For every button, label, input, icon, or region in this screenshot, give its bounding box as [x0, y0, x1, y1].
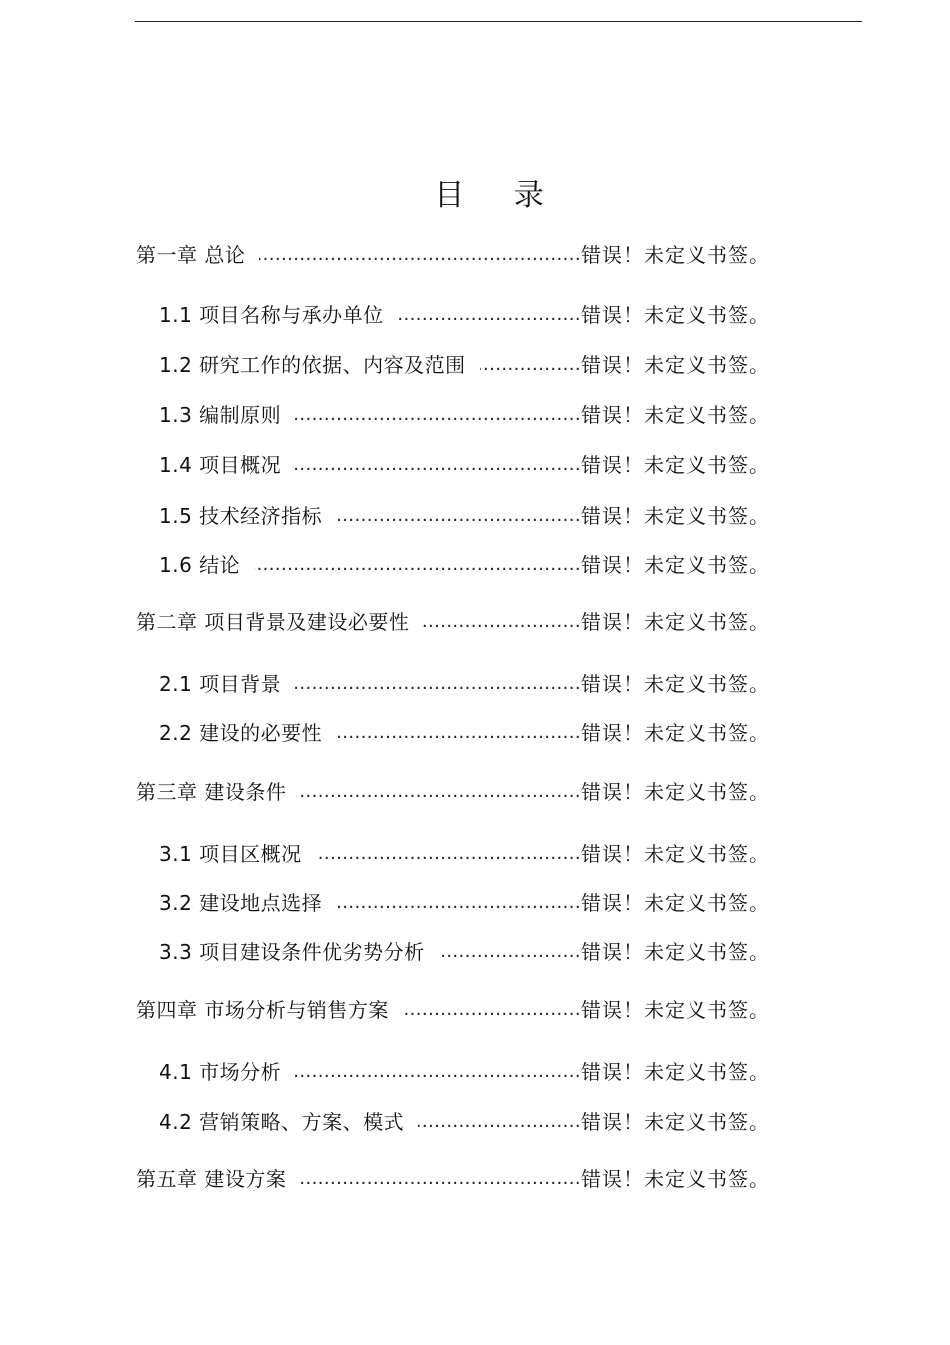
- toc-entry-label: 第三章 建设条件: [136, 780, 287, 804]
- toc-section-entry[interactable]: [159, 300, 770, 330]
- toc-chapter-entry[interactable]: [136, 777, 770, 807]
- toc-entry-page-ref: 错误！未定义书签。: [581, 303, 770, 327]
- toc-entry-label: 1.2 研究工作的依据、内容及范围: [159, 353, 466, 377]
- toc-dot-leader: [295, 450, 581, 480]
- toc-dot-leader: [418, 1107, 581, 1137]
- toc-entry-label: 3.3 项目建设条件优劣势分析: [159, 940, 425, 964]
- toc-entry-label: 4.1 市场分析: [159, 1060, 282, 1084]
- toc-section-entry[interactable]: [159, 1107, 770, 1137]
- toc-dot-leader: [423, 607, 581, 637]
- toc-entry-page-ref: 错误！未定义书签。: [581, 842, 770, 866]
- toc-entry-page-ref: 错误！未定义书签。: [581, 721, 770, 745]
- toc-entry-page-ref: 错误！未定义书签。: [581, 1060, 770, 1084]
- toc-entry-label: 1.4 项目概况: [159, 453, 282, 477]
- toc-entry-label: 4.2 营销策略、方案、模式: [159, 1110, 405, 1134]
- toc-entry-page-ref: 错误！未定义书签。: [581, 1167, 770, 1191]
- toc-section-entry[interactable]: [159, 350, 770, 380]
- toc-entry-page-ref: 错误！未定义书签。: [581, 353, 770, 377]
- toc-entry-label: 3.2 建设地点选择: [159, 891, 323, 915]
- toc-entry-page-ref: 错误！未定义书签。: [581, 998, 770, 1022]
- toc-entry-label: 1.3 编制原则: [159, 403, 282, 427]
- toc-dot-leader: [295, 669, 581, 699]
- toc-dot-leader: [295, 400, 581, 430]
- toc-dot-leader: [403, 995, 581, 1025]
- toc-dot-leader: [336, 888, 581, 918]
- toc-entry-page-ref: 错误！未定义书签。: [581, 891, 770, 915]
- toc-entry-page-ref: 错误！未定义书签。: [581, 1110, 770, 1134]
- toc-dot-leader: [336, 501, 581, 531]
- toc-entry-label: 2.1 项目背景: [159, 672, 282, 696]
- toc-entry-label: 2.2 建设的必要性: [159, 721, 323, 745]
- toc-entry-page-ref: 错误！未定义书签。: [581, 610, 770, 634]
- toc-chapter-entry[interactable]: [136, 1164, 770, 1194]
- toc-section-entry[interactable]: [159, 450, 770, 480]
- toc-entry-label: 1.1 项目名称与承办单位: [159, 303, 384, 327]
- toc-section-entry[interactable]: [159, 839, 770, 869]
- toc-dot-leader: [300, 1164, 581, 1194]
- toc-section-entry[interactable]: [159, 937, 770, 967]
- toc-entry-label: 3.1 项目区概况: [159, 842, 302, 866]
- toc-entry-page-ref: 错误！未定义书签。: [581, 672, 770, 696]
- toc-chapter-entry[interactable]: [136, 607, 770, 637]
- toc-section-entry[interactable]: [159, 1057, 770, 1087]
- toc-entry-label: 1.5 技术经济指标: [159, 504, 323, 528]
- toc-dot-leader: [259, 240, 581, 270]
- toc-dot-leader: [480, 350, 581, 380]
- toc-entry-label: 第一章 总论: [136, 243, 246, 267]
- toc-section-entry[interactable]: [159, 400, 770, 430]
- toc-dot-leader: [300, 777, 581, 807]
- toc-dot-leader: [295, 1057, 581, 1087]
- toc-entry-page-ref: 错误！未定义书签。: [581, 453, 770, 477]
- toc-entry-label: 1.6 结论: [159, 553, 241, 577]
- toc-section-entry[interactable]: [159, 669, 770, 699]
- toc-entry-label: 第五章 建设方案: [136, 1167, 287, 1191]
- toc-entry-page-ref: 错误！未定义书签。: [581, 403, 770, 427]
- toc-entry-page-ref: 错误！未定义书签。: [581, 243, 770, 267]
- toc-title: 目 录: [434, 178, 564, 213]
- toc-dot-leader: [316, 839, 581, 869]
- toc-dot-leader: [254, 550, 581, 580]
- toc-chapter-entry[interactable]: [136, 240, 770, 270]
- toc-section-entry[interactable]: [159, 501, 770, 531]
- toc-section-entry[interactable]: [159, 718, 770, 748]
- toc-entry-label: 第四章 市场分析与销售方案: [136, 998, 389, 1022]
- toc-dot-leader: [439, 937, 581, 967]
- toc-entry-page-ref: 错误！未定义书签。: [581, 553, 770, 577]
- toc-entry-label: 第二章 项目背景及建设必要性: [136, 610, 410, 634]
- toc-entry-page-ref: 错误！未定义书签。: [581, 780, 770, 804]
- toc-chapter-entry[interactable]: [136, 995, 770, 1025]
- toc-entry-page-ref: 错误！未定义书签。: [581, 504, 770, 528]
- toc-dot-leader: [336, 718, 581, 748]
- toc-entry-page-ref: 错误！未定义书签。: [581, 940, 770, 964]
- toc-section-entry[interactable]: [159, 888, 770, 918]
- toc-section-entry[interactable]: [159, 550, 770, 580]
- toc-dot-leader: [398, 300, 581, 330]
